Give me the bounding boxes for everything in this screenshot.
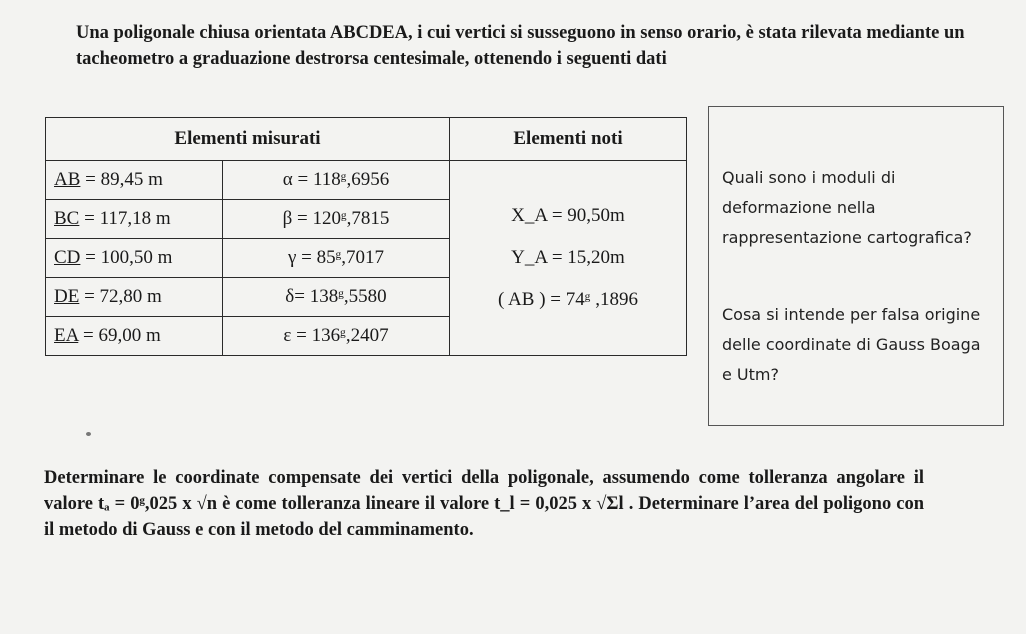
known-ya: Y_A = 15,20m	[511, 247, 625, 268]
segment-label: DE	[54, 286, 80, 307]
known-elements-cell	[450, 161, 687, 356]
distance-value: = 89,45 m	[85, 169, 163, 190]
distance-cell	[46, 317, 223, 356]
scan-speck	[86, 432, 91, 436]
distance-value: = 69,00 m	[83, 325, 161, 346]
segment-label: EA	[54, 325, 79, 346]
header-known: Elementi noti	[450, 118, 687, 161]
question-deformation: Quali sono i moduli di deformazione nella rappresentazione cartografica?	[722, 168, 972, 247]
segment-label: BC	[54, 208, 80, 229]
segment-label: AB	[54, 169, 81, 190]
angle-value: α = 118ᵍ,6956	[223, 161, 450, 200]
problem-intro: Una poligonale chiusa orientata ABCDEA, i cui vertici si susseguono in senso orario, è stata rilevata mediante un tacheometro a graduazione destrorsa centesimale, ottenendo i seguenti dati	[76, 23, 965, 69]
known-azimuth-ab: ( AB ) = 74ᵍ ,1896	[498, 289, 638, 310]
question-false-origin: Cosa si intende per falsa origine delle coordinate di Gauss Boaga e Utm?	[722, 305, 981, 384]
header-measured: Elementi misurati	[46, 118, 450, 161]
angle-value: γ = 85ᵍ,7017	[223, 239, 450, 278]
table-header-row	[46, 118, 687, 161]
known-xa: X_A = 90,50m	[511, 205, 625, 226]
data-table	[45, 117, 687, 356]
task-text: Determinare le coordinate compensate dei vertici della poligonale, assumendo come tolleranza angolare il valore tₐ = 0ᵍ,025 x √n è come tolleranza lineare il valore t_l = 0,025 x √Σl . Determinare l’area del poligono con il metodo di Gauss e con il metodo del camminamento.	[44, 468, 924, 540]
distance-cell	[46, 239, 223, 278]
distance-cell	[46, 278, 223, 317]
distance-value: = 72,80 m	[84, 286, 162, 307]
angle-value: β = 120ᵍ,7815	[223, 200, 450, 239]
distance-cell	[46, 200, 223, 239]
distance-value: = 117,18 m	[84, 208, 171, 229]
segment-label: CD	[54, 247, 81, 268]
angle-value: ε = 136ᵍ,2407	[223, 317, 450, 356]
distance-value: = 100,50 m	[85, 247, 173, 268]
table-row	[46, 161, 687, 200]
angle-value: δ= 138ᵍ,5580	[223, 278, 450, 317]
distance-cell	[46, 161, 223, 200]
